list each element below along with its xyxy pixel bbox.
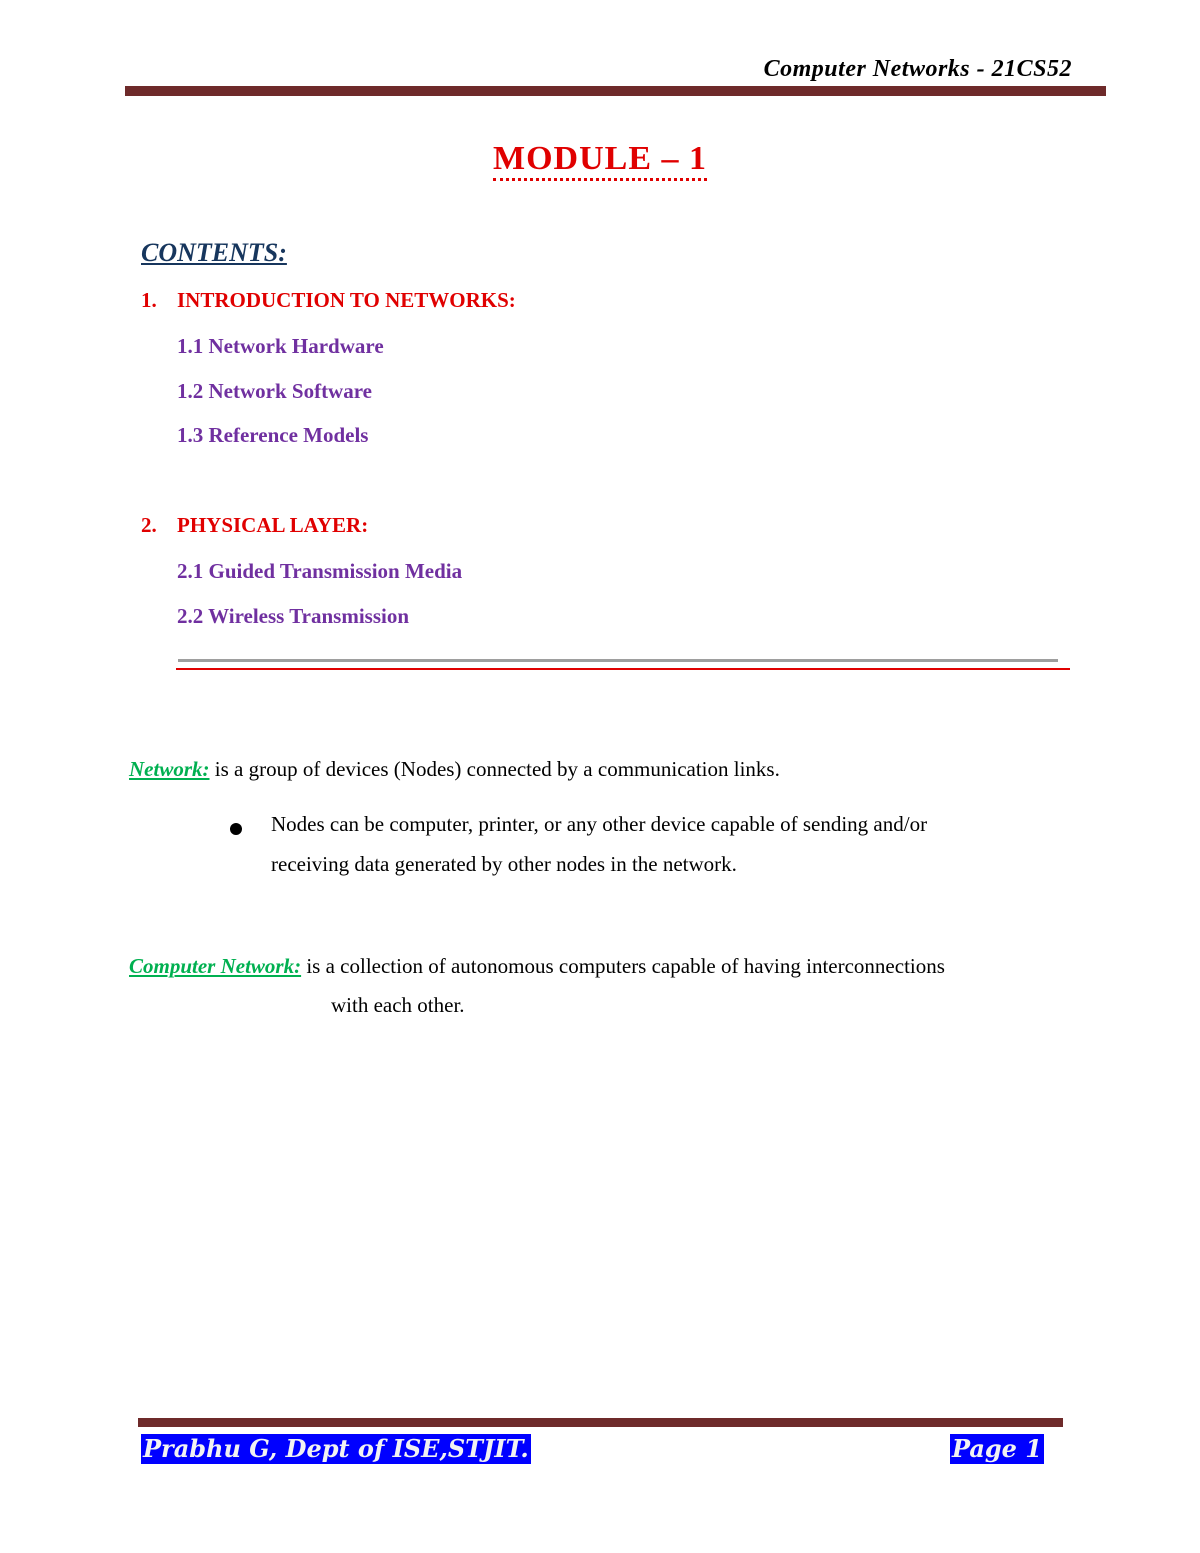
toc-section-number: 1. [141, 288, 157, 312]
toc-section-title: PHYSICAL LAYER: [177, 513, 369, 537]
toc-section-title: INTRODUCTION TO NETWORKS: [177, 288, 516, 312]
network-definition [129, 757, 780, 782]
bullet-line-2: receiving data generated by other nodes in the network. [271, 852, 737, 876]
divider-red [176, 668, 1070, 670]
toc-item: 2.1 Guided Transmission Media [177, 559, 463, 583]
contents-heading: CONTENTS: [141, 238, 287, 267]
toc-item: 1.2 Network Software [177, 379, 372, 403]
computer-network-text: is a collection of autonomous computers capable of having interconnections [301, 954, 945, 978]
footer-author: Prabhu G, Dept of ISE,STJIT. [143, 1434, 529, 1463]
toc-section-number: 2. [141, 513, 157, 537]
module-title [0, 140, 1200, 178]
module-title-text: MODULE – 1 [493, 140, 707, 181]
header-title: Computer Networks - 21CS52 [763, 56, 1072, 82]
footer-page-number: Page 1 [951, 1434, 1042, 1463]
computer-network-line-2: with each other. [331, 993, 465, 1017]
computer-network-definition [129, 954, 945, 979]
bullet-icon [230, 823, 242, 835]
toc-section-1 [141, 288, 516, 313]
divider-gray [178, 659, 1058, 662]
header-rule [125, 86, 1106, 96]
network-text: is a group of devices (Nodes) connected by a communication links. [209, 757, 780, 781]
network-term: Network: [129, 757, 210, 781]
toc-section-2 [141, 513, 368, 538]
footer-rule [138, 1418, 1063, 1427]
toc-item: 1.3 Reference Models [177, 423, 369, 447]
bullet-line-1: Nodes can be computer, printer, or any other device capable of sending and/or [271, 812, 928, 836]
toc-item: 2.2 Wireless Transmission [177, 604, 410, 628]
toc-item: 1.1 Network Hardware [177, 334, 384, 358]
computer-network-term: Computer Network: [129, 954, 302, 978]
